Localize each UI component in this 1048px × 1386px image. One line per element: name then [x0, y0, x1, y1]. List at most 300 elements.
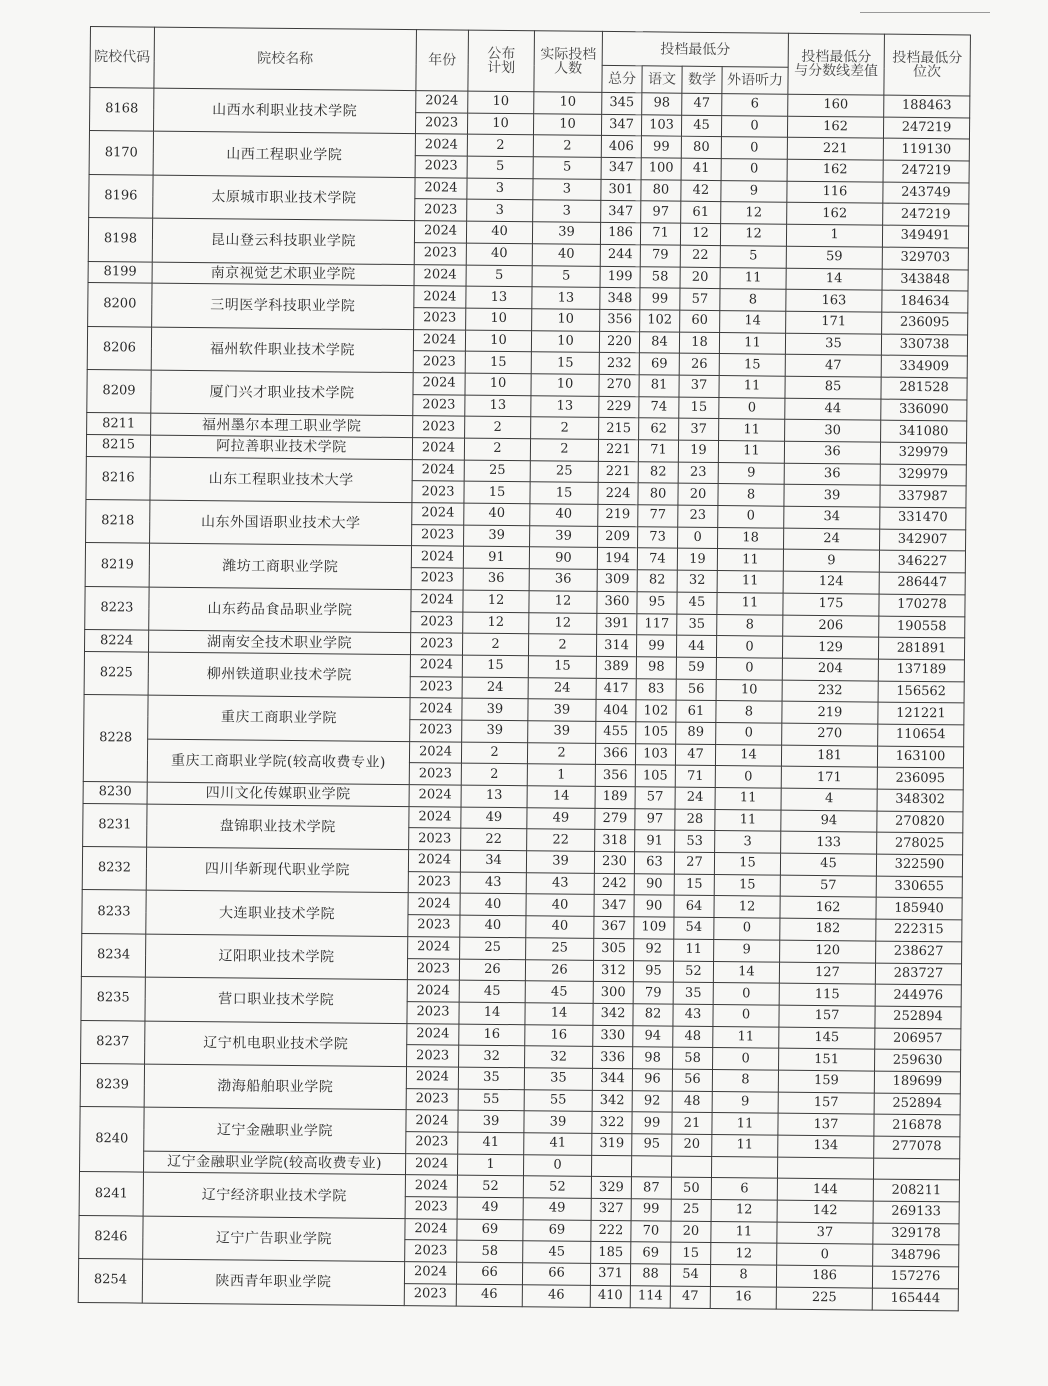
- cell-chinese: 92: [634, 939, 674, 961]
- cell-year: 2023: [408, 915, 460, 937]
- cell-chinese: 92: [632, 1090, 672, 1112]
- header-year: 年份: [416, 30, 469, 91]
- cell-chinese: 99: [640, 288, 680, 310]
- cell-chinese: 90: [634, 895, 674, 917]
- cell-chinese: 102: [640, 310, 680, 332]
- cell-diff: 1: [786, 224, 882, 247]
- cell-plan: 39: [462, 720, 528, 742]
- cell-diff: 45: [780, 853, 876, 876]
- cell-admitted: 66: [522, 1263, 590, 1285]
- cell-admitted: 2: [530, 439, 598, 461]
- cell-chinese: 87: [631, 1177, 671, 1199]
- cell-admitted: 40: [532, 244, 600, 266]
- cell-foreign: 6: [722, 94, 788, 116]
- cell-total: 242: [594, 873, 634, 895]
- cell-diff: 162: [787, 203, 883, 226]
- cell-plan: 5: [467, 156, 533, 178]
- cell-math: 0: [678, 527, 718, 549]
- header-diff: 投档最低分 与分数线差值: [788, 33, 885, 95]
- cell-chinese: 57: [635, 787, 675, 809]
- cell-foreign: 15: [714, 853, 780, 875]
- cell-math: [671, 1156, 711, 1178]
- cell-math: 19: [677, 549, 717, 571]
- cell-admitted: 25: [530, 460, 598, 482]
- cell-admitted: 15: [530, 482, 598, 504]
- cell-year: 2023: [412, 481, 464, 503]
- cell-plan: 13: [466, 286, 532, 308]
- header-code: 院校代码: [90, 27, 155, 89]
- cell-foreign: 12: [714, 896, 780, 918]
- cell-math: 18: [679, 332, 719, 354]
- cell-foreign: 0: [713, 1004, 779, 1026]
- cell-plan: 40: [460, 915, 526, 937]
- cell-year: 2024: [410, 698, 462, 720]
- cell-admitted: 40: [530, 504, 598, 526]
- cell-admitted: 41: [524, 1133, 592, 1155]
- cell-admitted: 5: [533, 157, 601, 179]
- cell-total: 300: [593, 982, 633, 1004]
- school-code: 8211: [87, 413, 151, 435]
- cell-foreign: 11: [717, 592, 783, 614]
- cell-admitted: 10: [531, 374, 599, 396]
- cell-year: 2023: [414, 307, 466, 329]
- cell-total: 309: [597, 570, 637, 592]
- cell-admitted: 46: [522, 1285, 590, 1307]
- cell-chinese: 73: [638, 527, 678, 549]
- cell-rank: 208211: [873, 1179, 959, 1202]
- cell-chinese: 99: [631, 1199, 671, 1221]
- cell-math: 37: [679, 375, 719, 397]
- cell-year: 2023: [411, 611, 463, 633]
- school-code: 8233: [82, 890, 146, 934]
- cell-foreign: 14: [715, 744, 781, 766]
- cell-year: 2024: [406, 1110, 458, 1132]
- cell-year: 2023: [413, 351, 465, 373]
- cell-admitted: 39: [528, 699, 596, 721]
- school-name: 辽宁广告职业学院: [143, 1216, 405, 1262]
- cell-foreign: 9: [718, 462, 784, 484]
- cell-plan: 15: [462, 655, 528, 677]
- cell-foreign: 8: [712, 1069, 778, 1091]
- cell-diff: 124: [783, 571, 879, 594]
- school-name: 重庆工商职业学院: [148, 695, 410, 741]
- cell-chinese: 70: [631, 1220, 671, 1242]
- cell-admitted: 39: [528, 721, 596, 743]
- cell-foreign: [711, 1156, 777, 1178]
- cell-math: 48: [672, 1091, 712, 1113]
- cell-chinese: 71: [638, 440, 678, 462]
- header-min-score-group: 投档最低分: [602, 31, 788, 67]
- cell-math: 44: [676, 635, 716, 657]
- cell-admitted: 32: [525, 1046, 593, 1068]
- cell-chinese: 98: [642, 93, 682, 115]
- cell-diff: 85: [785, 376, 881, 399]
- cell-total: 219: [598, 504, 638, 526]
- cell-total: 312: [593, 960, 633, 982]
- cell-total: 222: [591, 1220, 631, 1242]
- cell-year: 2024: [410, 654, 462, 676]
- school-name: 辽宁金融职业学院(较高收费专业): [143, 1151, 405, 1175]
- cell-plan: 16: [459, 1024, 525, 1046]
- cell-chinese: [631, 1155, 671, 1177]
- cell-math: 43: [673, 1004, 713, 1026]
- cell-plan: 49: [457, 1197, 523, 1219]
- cell-rank: 337987: [880, 485, 966, 508]
- cell-diff: 159: [778, 1070, 874, 1093]
- cell-rank: 349491: [882, 225, 968, 248]
- cell-diff: 144: [777, 1179, 873, 1202]
- cell-math: 47: [670, 1286, 710, 1308]
- cell-chinese: 88: [630, 1264, 670, 1286]
- school-name: 山西工程职业学院: [153, 131, 415, 177]
- cell-year: 2023: [404, 1283, 456, 1305]
- cell-total: 244: [600, 244, 640, 266]
- cell-plan: 2: [462, 633, 528, 655]
- cell-math: 89: [676, 722, 716, 744]
- school-code: 8241: [79, 1172, 143, 1216]
- cell-diff: 204: [782, 658, 878, 681]
- cell-foreign: 8: [720, 289, 786, 311]
- cell-rank: 247219: [883, 160, 969, 183]
- cell-diff: 171: [781, 766, 877, 789]
- cell-plan: 13: [461, 785, 527, 807]
- cell-math: 35: [677, 614, 717, 636]
- cell-chinese: 80: [641, 180, 681, 202]
- cell-diff: 171: [786, 311, 882, 334]
- cell-plan: 2: [464, 438, 530, 460]
- cell-chinese: 98: [633, 1047, 673, 1069]
- cell-plan: 10: [465, 373, 531, 395]
- cell-chinese: 82: [638, 461, 678, 483]
- cell-chinese: 94: [633, 1025, 673, 1047]
- cell-year: 2023: [406, 1132, 458, 1154]
- cell-admitted: 52: [523, 1176, 591, 1198]
- cell-admitted: 10: [531, 330, 599, 352]
- cell-year: 2023: [410, 676, 462, 698]
- cell-admitted: 45: [523, 1241, 591, 1263]
- cell-total: 371: [590, 1263, 630, 1285]
- cell-chinese: 117: [637, 613, 677, 635]
- school-code: 8170: [89, 131, 153, 175]
- cell-rank: 119130: [883, 138, 969, 161]
- cell-chinese: 95: [632, 1134, 672, 1156]
- cell-year: 2024: [408, 936, 460, 958]
- cell-total: 220: [599, 331, 639, 353]
- cell-rank: 137189: [878, 659, 964, 682]
- cell-plan: 2: [467, 135, 533, 157]
- school-name: 盘锦职业技术学院: [147, 804, 409, 850]
- cell-diff: 175: [783, 593, 879, 616]
- cell-chinese: 84: [639, 331, 679, 353]
- cell-foreign: 10: [716, 679, 782, 701]
- cell-foreign: 12: [720, 224, 786, 246]
- cell-chinese: 79: [633, 982, 673, 1004]
- cell-chinese: 105: [635, 765, 675, 787]
- cell-foreign: 8: [716, 701, 782, 723]
- school-name: 山西水利职业技术学院: [153, 88, 415, 134]
- cell-math: 61: [681, 202, 721, 224]
- cell-plan: 40: [460, 894, 526, 916]
- cell-foreign: 9: [721, 180, 787, 202]
- school-code: 8218: [86, 500, 150, 544]
- school-name: 阿拉善职业技术学院: [150, 435, 412, 459]
- school-name: 昆山登云科技职业学院: [152, 218, 414, 264]
- cell-chinese: 103: [641, 114, 681, 136]
- cell-math: 15: [674, 874, 714, 896]
- cell-plan: 40: [466, 221, 532, 243]
- cell-diff: 206: [783, 615, 879, 638]
- cell-diff: 9: [783, 550, 879, 573]
- cell-plan: 3: [467, 200, 533, 222]
- cell-rank: 346227: [879, 551, 965, 574]
- cell-year: 2024: [408, 893, 460, 915]
- cell-diff: 157: [779, 1005, 875, 1028]
- cell-rank: 286447: [879, 572, 965, 595]
- cell-admitted: 2: [527, 742, 595, 764]
- cell-total: 336: [593, 1047, 633, 1069]
- school-code: 8231: [83, 803, 147, 847]
- cell-diff: 221: [787, 138, 883, 161]
- cell-math: 26: [679, 353, 719, 375]
- cell-year: 2023: [411, 568, 463, 590]
- cell-total: 229: [599, 396, 639, 418]
- cell-math: 52: [673, 961, 713, 983]
- cell-plan: 32: [459, 1045, 525, 1067]
- cell-total: 209: [598, 526, 638, 548]
- cell-admitted: 40: [526, 916, 594, 938]
- school-code: 8225: [84, 651, 148, 695]
- cell-plan: 5: [466, 265, 532, 287]
- cell-chinese: 100: [641, 158, 681, 180]
- header-foreign: 外语听力: [722, 67, 788, 95]
- school-code: 8198: [88, 218, 152, 262]
- cell-rank: 329979: [880, 464, 966, 487]
- cell-year: 2024: [414, 286, 466, 308]
- cell-chinese: 79: [640, 245, 680, 267]
- cell-plan: 10: [468, 91, 534, 113]
- cell-foreign: 11: [712, 1135, 778, 1157]
- cell-chinese: 97: [635, 808, 675, 830]
- cell-chinese: 80: [638, 483, 678, 505]
- cell-diff: 4: [781, 788, 877, 811]
- cell-admitted: 3: [533, 179, 601, 201]
- cell-rank: 247219: [883, 117, 969, 140]
- cell-admitted: 39: [530, 525, 598, 547]
- cell-math: 15: [679, 397, 719, 419]
- header-chinese: 语文: [642, 66, 682, 93]
- cell-admitted: 1: [527, 764, 595, 786]
- cell-total: 347: [594, 895, 634, 917]
- cell-foreign: 18: [718, 527, 784, 549]
- school-name: 四川华新现代职业学院: [146, 847, 408, 893]
- cell-rank: 329178: [873, 1223, 959, 1246]
- cell-chinese: 71: [640, 223, 680, 245]
- cell-rank: 322590: [876, 854, 962, 877]
- school-code: 8206: [87, 326, 151, 370]
- cell-year: 2023: [406, 1088, 458, 1110]
- cell-admitted: 55: [524, 1089, 592, 1111]
- cell-plan: 14: [459, 1002, 525, 1024]
- cell-rank: 330738: [881, 334, 967, 357]
- cell-rank: 236095: [882, 312, 968, 335]
- cell-chinese: 105: [636, 722, 676, 744]
- cell-year: 2023: [407, 958, 459, 980]
- cell-diff: 127: [779, 962, 875, 985]
- cell-plan: 2: [461, 763, 527, 785]
- cell-total: 367: [594, 917, 634, 939]
- school-code: 8199: [88, 261, 152, 283]
- cell-year: 2024: [412, 459, 464, 481]
- school-name: 辽宁经济职业技术学院: [143, 1172, 405, 1218]
- cell-diff: 157: [778, 1092, 874, 1115]
- cell-admitted: 16: [525, 1024, 593, 1046]
- cell-total: 232: [599, 353, 639, 375]
- cell-rank: 244976: [875, 984, 961, 1007]
- admissions-table: [78, 26, 971, 1311]
- cell-total: 194: [597, 548, 637, 570]
- cell-total: 404: [596, 700, 636, 722]
- cell-rank: 121221: [878, 702, 964, 725]
- cell-year: 2024: [415, 134, 467, 156]
- cell-math: 54: [670, 1264, 710, 1286]
- cell-admitted: 40: [526, 894, 594, 916]
- cell-total: 330: [593, 1025, 633, 1047]
- cell-math: 57: [680, 288, 720, 310]
- cell-foreign: 9: [714, 939, 780, 961]
- cell-admitted: 22: [527, 829, 595, 851]
- cell-rank: 110654: [878, 724, 964, 747]
- cell-admitted: 49: [527, 807, 595, 829]
- cell-foreign: 15: [714, 874, 780, 896]
- cell-diff: 59: [786, 246, 882, 269]
- cell-chinese: 97: [641, 201, 681, 223]
- cell-plan: 15: [465, 351, 531, 373]
- cell-math: 19: [678, 440, 718, 462]
- cell-year: 2024: [407, 980, 459, 1002]
- cell-year: 2023: [415, 112, 467, 134]
- header-name: 院校名称: [154, 27, 417, 91]
- school-name: 太原城市职业技术学院: [153, 175, 415, 221]
- cell-math: 24: [675, 787, 715, 809]
- cell-foreign: 9: [712, 1091, 778, 1113]
- cell-plan: 10: [465, 330, 531, 352]
- cell-plan: 69: [457, 1219, 523, 1241]
- cell-admitted: 13: [532, 287, 600, 309]
- cell-chinese: 69: [631, 1242, 671, 1264]
- cell-total: 347: [601, 201, 641, 223]
- cell-rank: 165444: [872, 1288, 958, 1311]
- cell-diff: 134: [778, 1135, 874, 1158]
- cell-chinese: 63: [634, 852, 674, 874]
- cell-rank: 283727: [875, 963, 961, 986]
- cell-plan: 36: [463, 568, 529, 590]
- cell-year: 2024: [408, 850, 460, 872]
- cell-plan: 10: [467, 113, 533, 135]
- cell-plan: 40: [464, 503, 530, 525]
- cell-chinese: 109: [634, 917, 674, 939]
- cell-total: 221: [598, 461, 638, 483]
- school-code: 8228: [83, 695, 148, 782]
- cell-diff: 116: [787, 181, 883, 204]
- cell-math: 56: [676, 679, 716, 701]
- cell-total: 224: [598, 483, 638, 505]
- cell-year: 2024: [416, 91, 468, 113]
- cell-math: 71: [675, 765, 715, 787]
- cell-plan: 13: [465, 395, 531, 417]
- cell-foreign: 0: [721, 137, 787, 159]
- cell-year: 2024: [409, 741, 461, 763]
- cell-foreign: 11: [719, 332, 785, 354]
- cell-diff: 186: [776, 1265, 872, 1288]
- cell-plan: 25: [464, 460, 530, 482]
- cell-plan: 58: [457, 1241, 523, 1263]
- cell-year: 2024: [405, 1218, 457, 1240]
- cell-plan: 91: [463, 547, 529, 569]
- cell-diff: 36: [784, 441, 880, 464]
- cell-rank: 329979: [880, 442, 966, 465]
- cell-math: 41: [681, 158, 721, 180]
- cell-plan: 12: [463, 612, 529, 634]
- cell-foreign: 11: [717, 571, 783, 593]
- cell-year: 2024: [413, 373, 465, 395]
- cell-admitted: 39: [524, 1111, 592, 1133]
- cell-admitted: 49: [523, 1198, 591, 1220]
- cell-math: 50: [671, 1178, 711, 1200]
- cell-plan: 46: [456, 1284, 522, 1306]
- school-name: 柳州铁道职业技术学院: [148, 652, 410, 698]
- cell-rank: 170278: [879, 594, 965, 617]
- school-code: 8216: [86, 456, 150, 500]
- cell-diff: 24: [784, 528, 880, 551]
- cell-rank: 348796: [873, 1245, 959, 1268]
- school-name: 营口职业技术学院: [145, 977, 407, 1023]
- cell-math: 11: [674, 939, 714, 961]
- cell-foreign: 0: [721, 115, 787, 137]
- cell-chinese: 81: [639, 375, 679, 397]
- cell-year: 2024: [412, 438, 464, 460]
- cell-rank: 238627: [876, 941, 962, 964]
- cell-plan: 45: [459, 980, 525, 1002]
- cell-chinese: 62: [639, 418, 679, 440]
- cell-diff: 162: [787, 116, 883, 139]
- school-code: 8196: [89, 174, 153, 218]
- cell-admitted: 39: [532, 222, 600, 244]
- cell-total: 345: [602, 92, 642, 114]
- cell-year: 2023: [409, 828, 461, 850]
- cell-plan: 39: [458, 1110, 524, 1132]
- cell-rank: 222315: [876, 919, 962, 942]
- cell-admitted: 36: [529, 569, 597, 591]
- cell-year: 2023: [413, 394, 465, 416]
- cell-diff: 182: [780, 918, 876, 941]
- cell-math: 45: [681, 115, 721, 137]
- school-code: 8168: [89, 88, 153, 132]
- cell-admitted: 10: [533, 113, 601, 135]
- cell-year: 2023: [405, 1197, 457, 1219]
- cell-admitted: 5: [532, 265, 600, 287]
- cell-rank: 157276: [872, 1266, 958, 1289]
- cell-rank: 252894: [874, 1093, 960, 1116]
- cell-foreign: 0: [714, 918, 780, 940]
- cell-diff: 30: [785, 419, 881, 442]
- cell-year: 2023: [409, 763, 461, 785]
- cell-admitted: 24: [528, 677, 596, 699]
- cell-plan: 52: [457, 1175, 523, 1197]
- cell-plan: 55: [458, 1089, 524, 1111]
- header-math: 数学: [682, 66, 722, 93]
- cell-rank: 336090: [881, 399, 967, 422]
- cell-chinese: 99: [641, 136, 681, 158]
